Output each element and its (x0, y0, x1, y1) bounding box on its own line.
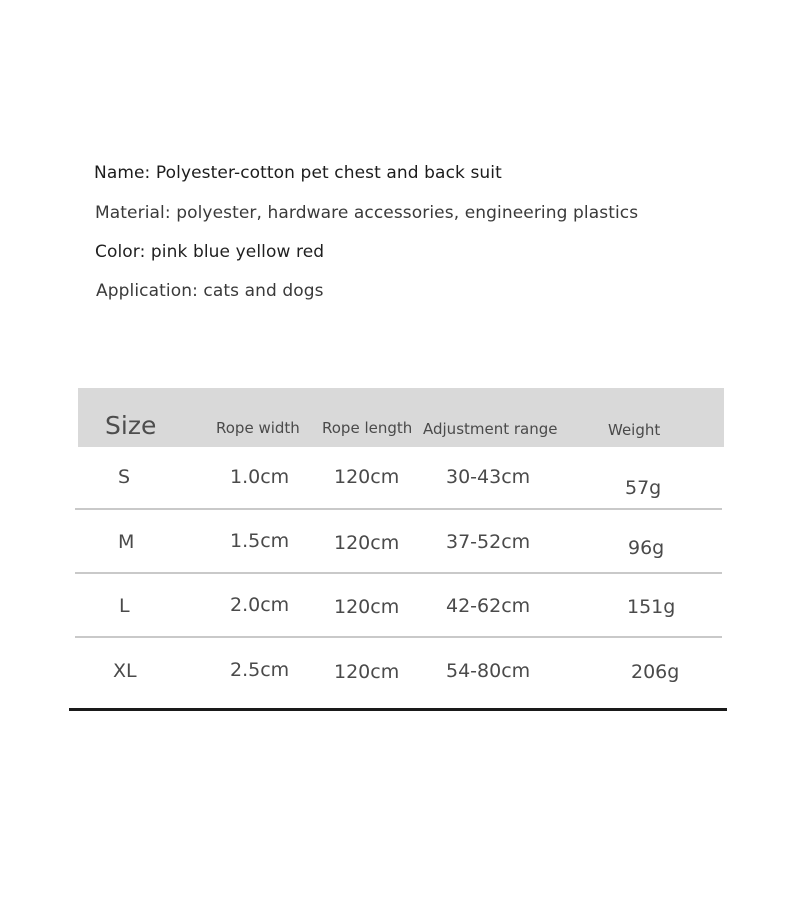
cell-adjustment-range: 54-80cm (446, 660, 531, 682)
header-rope-width: Rope width (216, 419, 300, 437)
header-rope-length: Rope length (322, 419, 413, 437)
header-size: Size (105, 411, 157, 440)
cell-rope-length: 120cm (334, 466, 400, 488)
cell-rope-width: 1.0cm (230, 466, 290, 488)
header-weight: Weight (608, 421, 661, 439)
cell-adjustment-range: 37-52cm (446, 531, 531, 553)
cell-adjustment-range: 30-43cm (446, 466, 531, 488)
product-application: Application: cats and dogs (96, 281, 324, 301)
cell-rope-length: 120cm (334, 596, 400, 618)
cell-weight: 57g (625, 477, 662, 499)
product-material: Material: polyester, hardware accessories, engineering plastics (95, 203, 639, 223)
header-adjustment-range: Adjustment range (423, 420, 558, 438)
cell-weight: 206g (631, 661, 680, 683)
table-bottom-rule (69, 708, 727, 711)
cell-size: S (118, 466, 131, 488)
cell-adjustment-range: 42-62cm (446, 595, 531, 617)
cell-rope-length: 120cm (334, 661, 400, 683)
product-color: Color: pink blue yellow red (95, 242, 325, 262)
cell-size: XL (113, 660, 137, 682)
cell-rope-width: 2.5cm (230, 659, 290, 681)
row-divider (75, 508, 722, 510)
cell-rope-width: 1.5cm (230, 530, 290, 552)
row-divider (75, 636, 722, 638)
row-divider (75, 572, 722, 574)
cell-rope-width: 2.0cm (230, 594, 290, 616)
cell-size: L (119, 595, 130, 617)
cell-weight: 96g (628, 537, 665, 559)
product-name: Name: Polyester-cotton pet chest and back suit (94, 163, 502, 183)
cell-weight: 151g (627, 596, 676, 618)
cell-rope-length: 120cm (334, 532, 400, 554)
cell-size: M (118, 531, 135, 553)
